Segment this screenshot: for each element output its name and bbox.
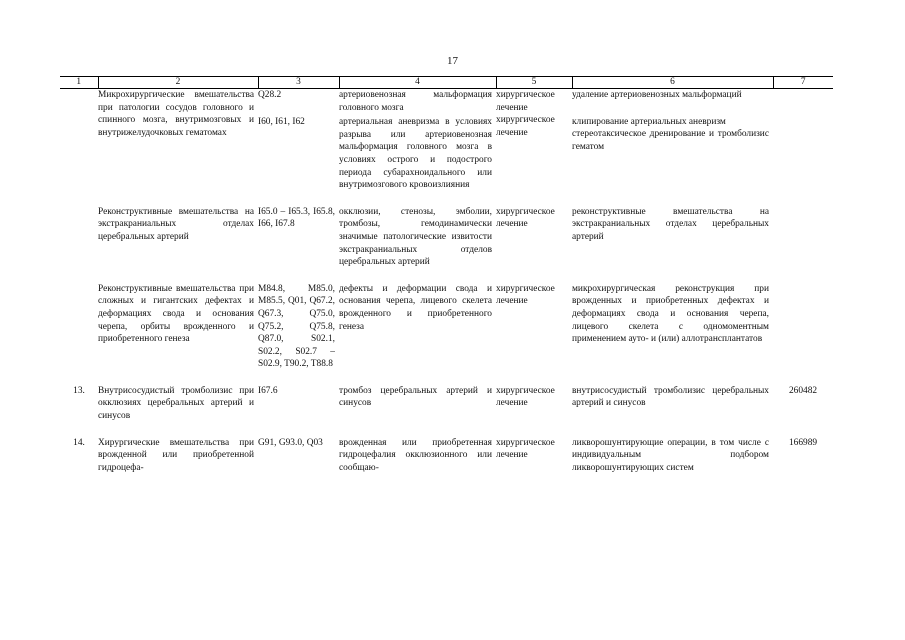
patient-model: врожденная или приобретенная гидроцефалия окклюзионного или сообщаю- xyxy=(339,437,492,473)
page-number: 17 xyxy=(447,55,458,67)
treatment-methods: реконструктивные вмешательства на экстракраниальных отделах церебральных артерий xyxy=(572,206,769,242)
procedure-name: Реконструктивные вмешательства при сложных и гигантских дефектах и деформациях свода и основания черепа, орбиты врожденного и приобретенного генеза xyxy=(98,283,254,345)
col-header: 3 xyxy=(258,77,339,89)
patient-model: дефекты и деформации свода и основания черепа, лицевого скелета врожденного и приобретенного генеза xyxy=(339,283,492,332)
row-number: 13. xyxy=(73,385,85,396)
diagnosis-codes: I67.6 xyxy=(258,385,278,396)
treatment-type: хирургическое лечение xyxy=(496,385,555,409)
treatment-methods: внутрисосудистый тромболизис церебральных артерий и синусов xyxy=(572,385,769,409)
cost-value xyxy=(773,206,833,269)
patient-model: окклюзии, стенозы, эмболии, тромбозы, гемодинамически значимые патологические извитости экстракраниальных отделов церебральных артерий xyxy=(339,206,492,268)
treatment-methods xyxy=(572,89,773,192)
procedure-name: Микрохирургические вмешательства при патологии сосудов головного и спинного мозга, внутримозговых и внутрижелудочковых гематомах xyxy=(98,90,254,138)
treatment-methods: ликворошунтирующие операции, в том числе с индивидуальным подбором ликворошунтирующих систем xyxy=(572,437,769,473)
cost-value: 166989 xyxy=(788,437,818,448)
treatment-text: хирургическое лечение xyxy=(496,90,555,113)
table-row xyxy=(60,437,833,475)
code-group: Q28.2 xyxy=(258,90,282,100)
header-row xyxy=(60,77,833,89)
treatment-text: хирургическое лечение xyxy=(496,115,555,138)
treatment-type xyxy=(496,89,572,192)
table-row xyxy=(60,385,833,423)
model-text: артериовенозная мальформация головного мозга xyxy=(339,90,492,113)
cost-value xyxy=(773,283,833,371)
row-number xyxy=(60,206,98,269)
treatment-type: хирургическое лечение xyxy=(496,437,555,461)
col-header: 5 xyxy=(496,77,572,89)
code-group: I60, I61, I62 xyxy=(258,116,305,127)
table-row xyxy=(60,283,833,371)
treatment-type: хирургическое лечение xyxy=(496,283,555,307)
method-text: удаление артериовенозных мальформаций xyxy=(572,90,742,100)
col-header: 2 xyxy=(98,77,258,89)
col-header: 7 xyxy=(773,77,833,89)
col-header: 6 xyxy=(572,77,773,89)
method-text: стереотаксическое дренирование и тромболизис гематом xyxy=(572,129,769,152)
treatment-methods: микрохирургическая реконструкция при врожденных и приобретенных дефектах и деформациях свода и основания черепа, лицевого скелета с одномоментным применением ауто- и (или) аллотрансплантатов xyxy=(572,283,769,345)
table-row xyxy=(60,89,833,192)
row-number xyxy=(60,89,98,192)
cost-value xyxy=(773,89,833,192)
col-header: 1 xyxy=(60,77,98,89)
diagnosis-codes xyxy=(258,89,339,192)
table-row xyxy=(60,206,833,269)
procedure-name: Внутрисосудистый тромболизис при окклюзиях церебральных артерий и синусов xyxy=(98,385,254,422)
row-number xyxy=(60,283,98,371)
diagnosis-codes: M84.8, M85.0, M85.5, Q01, Q67.2, Q67.3, Q75.0, Q75.2, Q75.8, Q87.0, S02.1, S02.2, S02.7 – S02.9, T90.2, T88.8 xyxy=(258,283,335,370)
procedure-name: Реконструктивные вмешательства на экстракраниальных отделах церебральных артерий xyxy=(98,206,254,242)
procedures-table xyxy=(60,76,833,474)
col-header: 4 xyxy=(339,77,496,89)
method-text: клипирование артериальных аневризм xyxy=(572,116,726,127)
cost-value: 260482 xyxy=(788,385,818,396)
patient-model: тромбоз церебральных артерий и синусов xyxy=(339,385,492,409)
diagnosis-codes: I65.0 – I65.3, I65.8, I66, I67.8 xyxy=(258,206,335,230)
patient-model xyxy=(339,89,496,192)
procedure-name: Хирургические вмешательства при врожденной или приобретенной гидроцефа- xyxy=(98,437,254,473)
diagnosis-codes: G91, G93.0, Q03 xyxy=(258,437,323,448)
model-text: артериальная аневризма в условиях разрыва или артериовенозная мальформация головного мозга в условиях острого и подострого периода субарахноидального или внутримозгового кровоизлияния xyxy=(339,117,492,191)
row-number: 14. xyxy=(73,437,85,448)
treatment-type: хирургическое лечение xyxy=(496,206,555,230)
